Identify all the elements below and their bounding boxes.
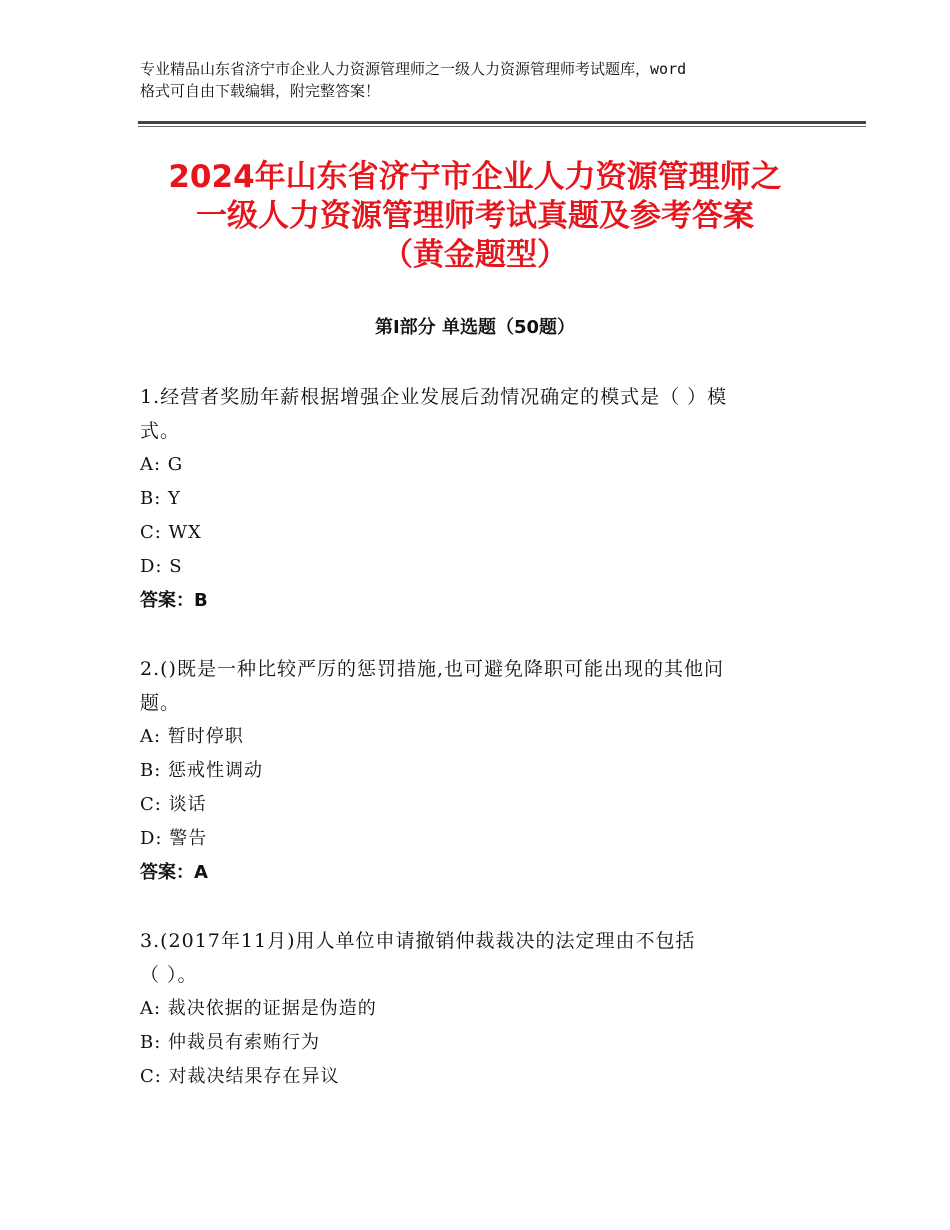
question-1-answer: 答案：B — [140, 590, 208, 611]
header-note — [140, 58, 820, 102]
header-divider-thick — [138, 121, 866, 124]
header-note-line-1: 专业精品山东省济宁市企业人力资源管理师之一级人力资源管理师考试题库，word — [140, 60, 687, 78]
question-1-option-b: B: Y — [140, 488, 181, 509]
question-2-stem-line-1: 2.()既是一种比较严厉的惩罚措施,也可避免降职可能出现的其他问 — [140, 658, 724, 680]
question-2-option-b: B: 惩戒性调动 — [140, 760, 264, 781]
question-list — [140, 380, 800, 1094]
question-2-option-a: A: 暂时停职 — [140, 726, 244, 747]
question-1-stem-line-1: 1.经营者奖励年薪根据增强企业发展后劲情况确定的模式是（ ）模 — [140, 386, 728, 408]
question-3-stem-line-1: 3.(2017年11月)用人单位申请撤销仲裁裁决的法定理由不包括 — [140, 930, 696, 952]
question-2-option-c: C: 谈话 — [140, 794, 207, 815]
question-1-option-a: A: G — [140, 454, 184, 475]
document-title-line-2: 一级人力资源管理师考试真题及参考答案 — [196, 198, 754, 234]
document-title-line-1: 2024年山东省济宁市企业人力资源管理师之 — [168, 159, 782, 195]
question-3-option-a: A: 裁决依据的证据是伪造的 — [140, 998, 377, 1019]
question-1-stem-line-2: 式。 — [140, 420, 181, 442]
document-title — [120, 158, 830, 275]
header-note-line-2: 格式可自由下载编辑，附完整答案！ — [140, 82, 381, 100]
question-3 — [140, 924, 800, 1094]
question-1-option-d: D: S — [140, 556, 183, 577]
question-3-option-c: C: 对裁决结果存在异议 — [140, 1066, 340, 1087]
document-title-line-3: （黄金题型） — [382, 237, 568, 273]
question-1 — [140, 380, 800, 618]
question-2-answer: 答案：A — [140, 862, 208, 883]
question-2 — [140, 652, 800, 890]
question-3-option-b: B: 仲裁员有索贿行为 — [140, 1032, 321, 1053]
question-3-stem-line-2: （ ）。 — [140, 964, 198, 986]
header-divider-thin — [138, 126, 866, 127]
question-2-option-d: D: 警告 — [140, 828, 208, 849]
question-1-option-c: C: WX — [140, 522, 202, 543]
section-title: 第Ⅰ部分 单选题（50题） — [374, 317, 575, 338]
question-2-stem-line-2: 题。 — [140, 692, 181, 714]
